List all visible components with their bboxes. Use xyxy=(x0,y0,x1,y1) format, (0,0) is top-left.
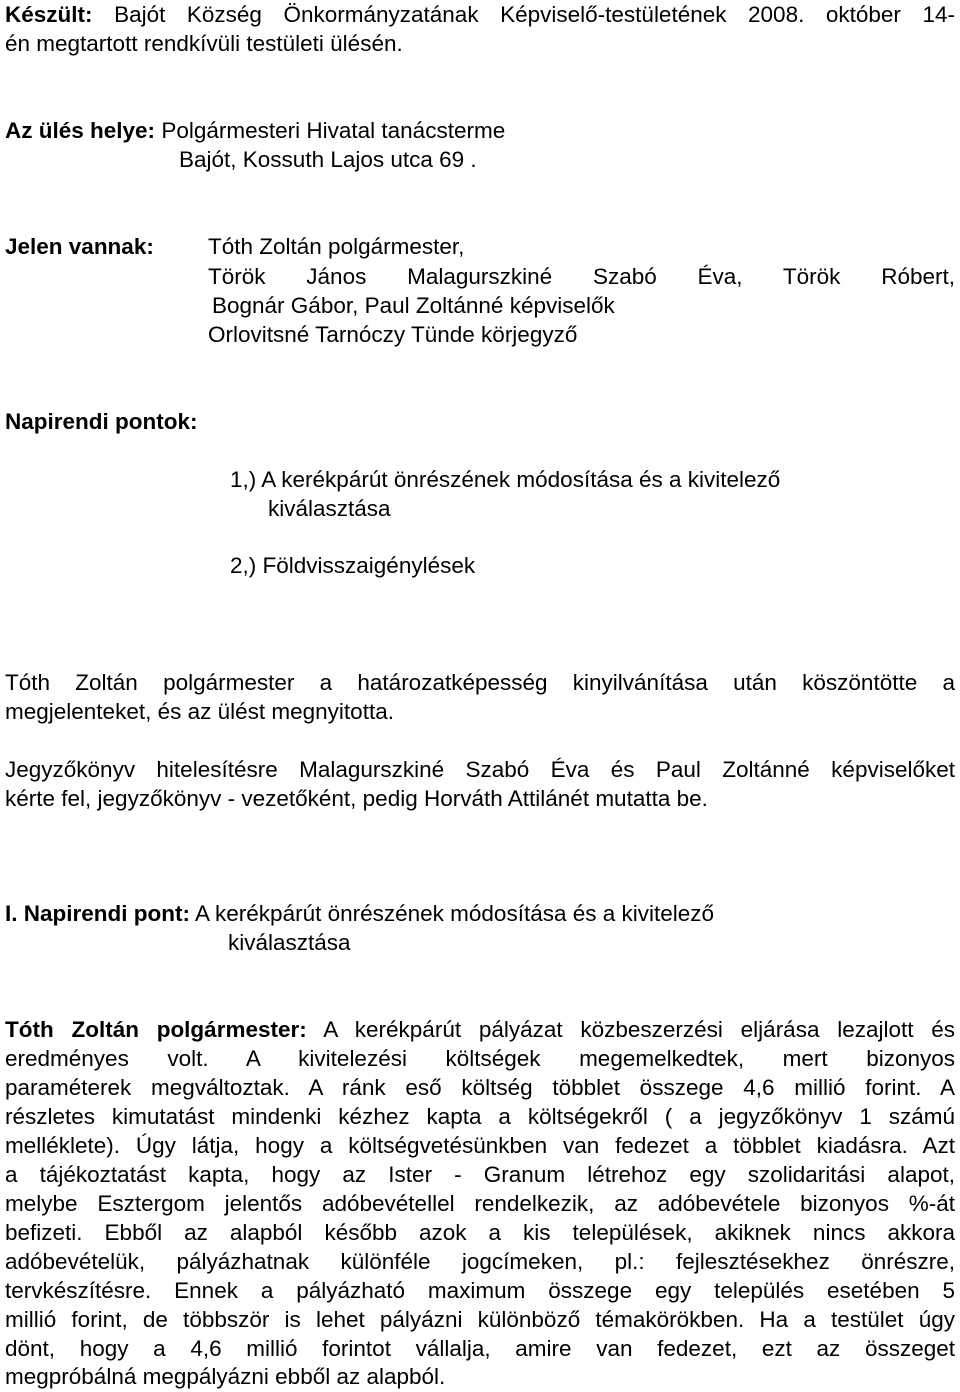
speech-line: melybe Esztergom jelentős adóbevétellel rendelkezik, az adóbevétele bizonyos %-át xyxy=(5,1191,955,1216)
speech-last-line: megpróbálná megpályázni ebből az alapból. xyxy=(5,1364,446,1389)
speech-line: melléklete). Úgy látja, hogy a költségvetésünkben van fedezet a többlet kiadásra. Azt xyxy=(5,1133,955,1158)
made-at-line-1 xyxy=(5,1,955,29)
agenda-item-1-cont: kiválasztása xyxy=(268,496,391,521)
speech-line: a tájékoztatást kapta, hogy az Ister - Granum létrehoz egy szolidaritási alapot, xyxy=(5,1162,955,1187)
speaker-label: Tóth Zoltán polgármester: xyxy=(5,1017,307,1042)
attendee-line: Tóth Zoltán polgármester, xyxy=(208,234,465,259)
agenda-label-text: Napirendi pontok: xyxy=(5,409,198,434)
speech-first-line xyxy=(5,1016,955,1044)
agenda-section-label: I. Napirendi pont: xyxy=(5,901,190,926)
speech-line: dönt, hogy a 4,6 millió forintot vállalja, amire van fedezet, ezt az összeget xyxy=(5,1336,955,1361)
minutes-authentication-line: kérte fel, jegyzőkönyv - vezetőként, pedig Horváth Attilánét mutatta be. xyxy=(5,786,708,811)
attendee-line: Bognár Gábor, Paul Zoltánné képviselők xyxy=(212,293,615,318)
meeting-place-line xyxy=(5,117,505,145)
attendees-label xyxy=(5,233,154,261)
agenda-section-title-cont: kiválasztása xyxy=(228,930,351,955)
agenda-item-2: 2,) Földvisszaigénylések xyxy=(230,553,476,578)
made-at-text: Bajót Község Önkormányzatának Képviselő-testületének 2008. október 14- xyxy=(114,2,955,27)
meeting-address: Bajót, Kossuth Lajos utca 69 . xyxy=(179,147,477,172)
attendee-line: Orlovitsné Tarnóczy Tünde körjegyző xyxy=(208,322,578,347)
speech-line: paraméterek megváltoztak. A ránk eső költség többlet összege 4,6 millió forint. A xyxy=(5,1075,955,1100)
speech-line: adóbevételük, pályázhatnak különféle jogcímeken, pl.: fejlesztésekhez önrészre, xyxy=(5,1249,955,1274)
made-at-line-2: én megtartott rendkívüli testületi ülésén. xyxy=(5,31,403,56)
opening-paragraph-line: megjelenteket, és az ülést megnyitotta. xyxy=(5,699,394,724)
speech-text: A kerékpárút pályázat közbeszerzési eljárása lezajlott és xyxy=(323,1017,955,1042)
speech-line: eredményes volt. A kivitelezési költségek megemelkedtek, mert bizonyos xyxy=(5,1046,955,1071)
meeting-place-value: Polgármesteri Hivatal tanácsterme xyxy=(161,118,506,143)
agenda-section-heading xyxy=(5,900,714,928)
agenda-section-title: A kerékpárút önrészének módosítása és a kivitelező xyxy=(195,901,715,926)
speech-line: tervkészítésre. Ennek a pályázható maximum összege egy település esetében 5 xyxy=(5,1278,955,1303)
speech-line: millió forint, de többször is lehet pályázni különböző témakörökben. Ha a testület úgy xyxy=(5,1307,955,1332)
meeting-place-label: Az ülés helye: xyxy=(5,118,156,143)
agenda-item-1: 1,) A kerékpárút önrészének módosítása és a kivitelező xyxy=(230,467,781,492)
attendees-label-text: Jelen vannak: xyxy=(5,234,154,259)
speech-line: befizeti. Ebből az alapból később azok a kis települések, akiknek nincs akkora xyxy=(5,1220,955,1245)
opening-paragraph-line: Tóth Zoltán polgármester a határozatképesség kinyilvánítása után köszöntötte a xyxy=(5,670,955,695)
agenda-label xyxy=(5,408,198,436)
minutes-authentication-line: Jegyzőkönyv hitelesítésre Malagurszkiné Szabó Éva és Paul Zoltánné képviselőket xyxy=(5,757,955,782)
attendee-line: Török János Malagurszkiné Szabó Éva, Török Róbert, xyxy=(208,264,955,289)
speech-line: részletes kimutatást mindenki kézhez kapta a költségekről ( a jegyzőkönyv 1 számú xyxy=(5,1104,955,1129)
made-at-label: Készült: xyxy=(5,2,93,27)
